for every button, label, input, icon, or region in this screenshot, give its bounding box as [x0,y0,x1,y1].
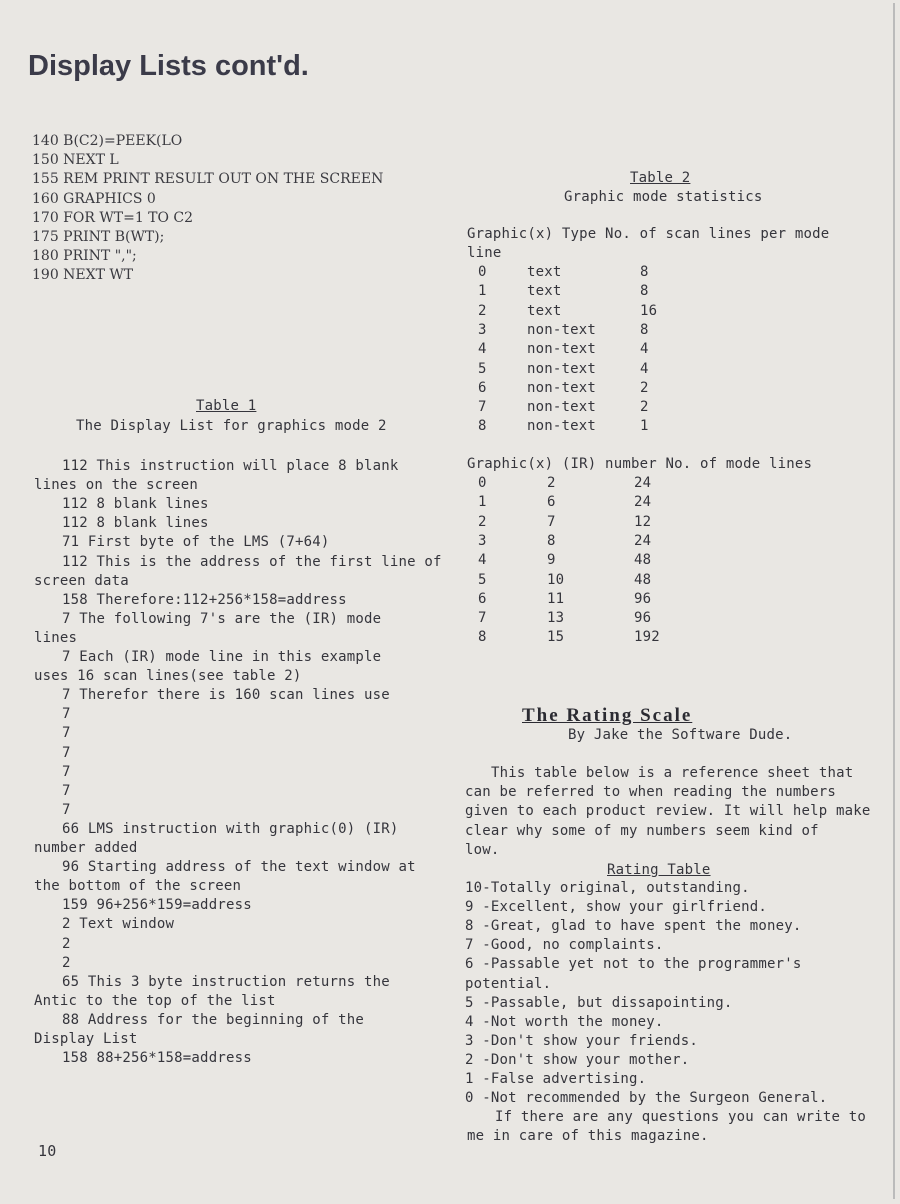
table2-row1-type: non-text [527,418,597,435]
table2-row1-mode: 2 [478,302,487,319]
table2-row2-mode: 4 [478,552,487,569]
table2-row2-count: 12 [634,513,652,530]
table2-row1-lines: 4 [640,341,649,358]
table2-header1: Graphic(x) Type No. of scan lines per mode [467,226,830,242]
table1-line: 2 [62,954,71,971]
table2-row1-lines: 4 [640,360,649,377]
rating-intro-line: This table below is a reference sheet that [491,765,854,781]
table2-row2-count: 24 [634,475,652,491]
table2-row1-mode: 7 [478,399,487,416]
table1-line: number added [34,840,138,856]
table2-row2-mode: 6 [478,590,487,607]
table2-row2-ir: 11 [547,590,565,607]
rating-intro-line: low. [465,841,500,858]
table1-line: 7 [62,801,71,818]
table2-row2-count: 96 [634,590,652,607]
table2-row1-type: non-text [527,360,597,377]
table2-row2-ir: 15 [547,629,565,646]
rating-intro-line: can be referred to when reading the numbers [465,784,837,801]
table2-row1-lines: 16 [640,302,658,319]
table1-line: 112 This is the address of the first line of [62,553,442,570]
table1-line: 112 8 blank lines [62,496,209,513]
rating-closing-line: If there are any questions you can write to [495,1109,867,1125]
table1-line: 66 LMS instruction with graphic(0) (IR) [62,820,399,837]
rating-intro-line: clear why some of my numbers seem kind of [465,822,819,839]
table1-line: 7 [62,706,71,723]
table2-row1-lines: 2 [640,379,649,396]
table2-row1-type: text [527,264,562,280]
table2-row1-lines: 2 [640,399,649,416]
rating-intro-line: given to each product review. It will help make [465,803,871,820]
table2-row1-type: non-text [527,321,597,338]
table1-line: lines on the screen [34,477,198,494]
code-line: 160 GRAPHICS 0 [32,190,156,207]
table1-line: Display List [34,1031,138,1047]
rating-closing-line: me in care of this magazine. [467,1128,709,1145]
rating-item: 8 -Great, glad to have spent the money. [465,918,802,935]
table1-line: 7 The following 7's are the (IR) mode [62,610,382,627]
table2-row2-mode: 3 [478,532,487,549]
table2-row2-count: 192 [634,629,660,646]
table1-line: 158 Therefore:112+256*158=address [62,591,347,608]
table2-row2-count: 24 [634,494,652,511]
table2-row1-mode: 5 [478,360,487,377]
table1-title: Table 1 [196,398,257,414]
rating-item: 2 -Don't show your mother. [465,1051,690,1068]
table1-line: 7 Therefor there is 160 scan lines use [62,687,390,704]
table2-row1-mode: 1 [478,283,487,300]
table1-line: 65 This 3 byte instruction returns the [62,973,390,990]
table1-subtitle: The Display List for graphics mode 2 [76,418,387,434]
table1-line: 2 [62,935,71,952]
rating-byline: By Jake the Software Dude. [568,727,793,743]
table2-row2-mode: 5 [478,571,487,588]
table2-row2-ir: 8 [547,532,556,549]
table2-row1-mode: 4 [478,341,487,358]
table2-row2-mode: 0 [478,475,487,491]
table1-line: 7 Each (IR) mode line in this example [62,649,382,665]
table2-row1-lines: 8 [640,283,649,300]
table2-row1-lines: 1 [640,418,649,435]
rating-table-title: Rating Table [607,862,711,878]
rating-item: 1 -False advertising. [465,1071,647,1087]
table2-row2-count: 48 [634,571,652,588]
table2-header2: Graphic(x) (IR) number No. of mode lines [467,456,813,472]
table1-line: the bottom of the screen [34,878,242,895]
rating-item: 4 -Not worth the money. [465,1013,664,1030]
table2-title: Table 2 [630,170,691,186]
table2-row2-ir: 10 [547,571,565,588]
table1-line: uses 16 scan lines(see table 2) [34,668,302,685]
rating-item: 10-Totally original, outstanding. [465,880,750,896]
page-title: Display Lists cont'd. [28,50,309,82]
code-line: 155 REM PRINT RESULT OUT ON THE SCREEN [32,171,384,188]
code-line: 140 B(C2)=PEEK(LO [32,133,183,149]
table2-row2-mode: 1 [478,494,487,511]
rating-item: potential. [465,975,552,992]
table2-row1-mode: 6 [478,379,487,396]
code-line: 190 NEXT WT [32,267,134,284]
table1-line: Antic to the top of the list [34,992,276,1009]
table2-header1-cont: line [467,245,502,261]
table2-row2-ir: 7 [547,513,556,530]
table2-row1-mode: 8 [478,418,487,435]
table2-row1-lines: 8 [640,264,649,280]
table1-line: 2 Text window [62,916,175,933]
code-line: 175 PRINT B(WT); [32,229,165,245]
code-line: 180 PRINT ","; [32,248,137,265]
table1-line: 7 [62,725,71,742]
table2-row1-mode: 0 [478,264,487,280]
table2-row1-lines: 8 [640,321,649,338]
page-number: 10 [38,1142,57,1160]
table2-row2-mode: 7 [478,610,487,627]
table1-line: 7 [62,763,71,780]
table2-row2-ir: 13 [547,610,565,627]
table1-line: 159 96+256*159=address [62,897,252,914]
rating-item: 7 -Good, no complaints. [465,937,664,954]
table2-row2-count: 24 [634,532,652,549]
table1-line: 96 Starting address of the text window at [62,859,416,876]
rating-item: 0 -Not recommended by the Surgeon General. [465,1090,828,1107]
table1-line: 71 First byte of the LMS (7+64) [62,534,330,551]
table2-row2-mode: 8 [478,629,487,646]
table2-row2-ir: 9 [547,552,556,569]
table2-row1-type: text [527,283,562,300]
table2-row1-type: non-text [527,379,597,396]
table1-line: 112 This instruction will place 8 blank [62,458,399,474]
rating-heading: The Rating Scale [522,705,693,726]
table2-row2-mode: 2 [478,513,487,530]
table1-line: 112 8 blank lines [62,515,209,532]
rating-item: 6 -Passable yet not to the programmer's [465,956,802,973]
table2-subtitle: Graphic mode statistics [564,189,763,205]
rating-item: 3 -Don't show your friends. [465,1032,698,1049]
table2-row1-mode: 3 [478,321,487,338]
table2-row2-ir: 6 [547,494,556,511]
table1-line: 7 [62,744,71,761]
table2-row1-type: non-text [527,341,597,358]
table2-row2-ir: 2 [547,475,556,491]
code-line: 150 NEXT L [32,152,119,169]
table2-row2-count: 48 [634,552,652,569]
table1-line: 7 [62,782,71,799]
table1-line: 88 Address for the beginning of the [62,1011,365,1028]
rating-item: 9 -Excellent, show your girlfriend. [465,899,768,916]
code-line: 170 FOR WT=1 TO C2 [32,209,194,226]
table2-row1-type: non-text [527,399,597,416]
table1-line: screen data [34,572,129,589]
table1-line: lines [34,629,78,646]
rating-item: 5 -Passable, but dissapointing. [465,994,733,1011]
table2-row2-count: 96 [634,610,652,627]
table2-row1-type: text [527,302,562,319]
table1-line: 158 88+256*158=address [62,1050,252,1067]
